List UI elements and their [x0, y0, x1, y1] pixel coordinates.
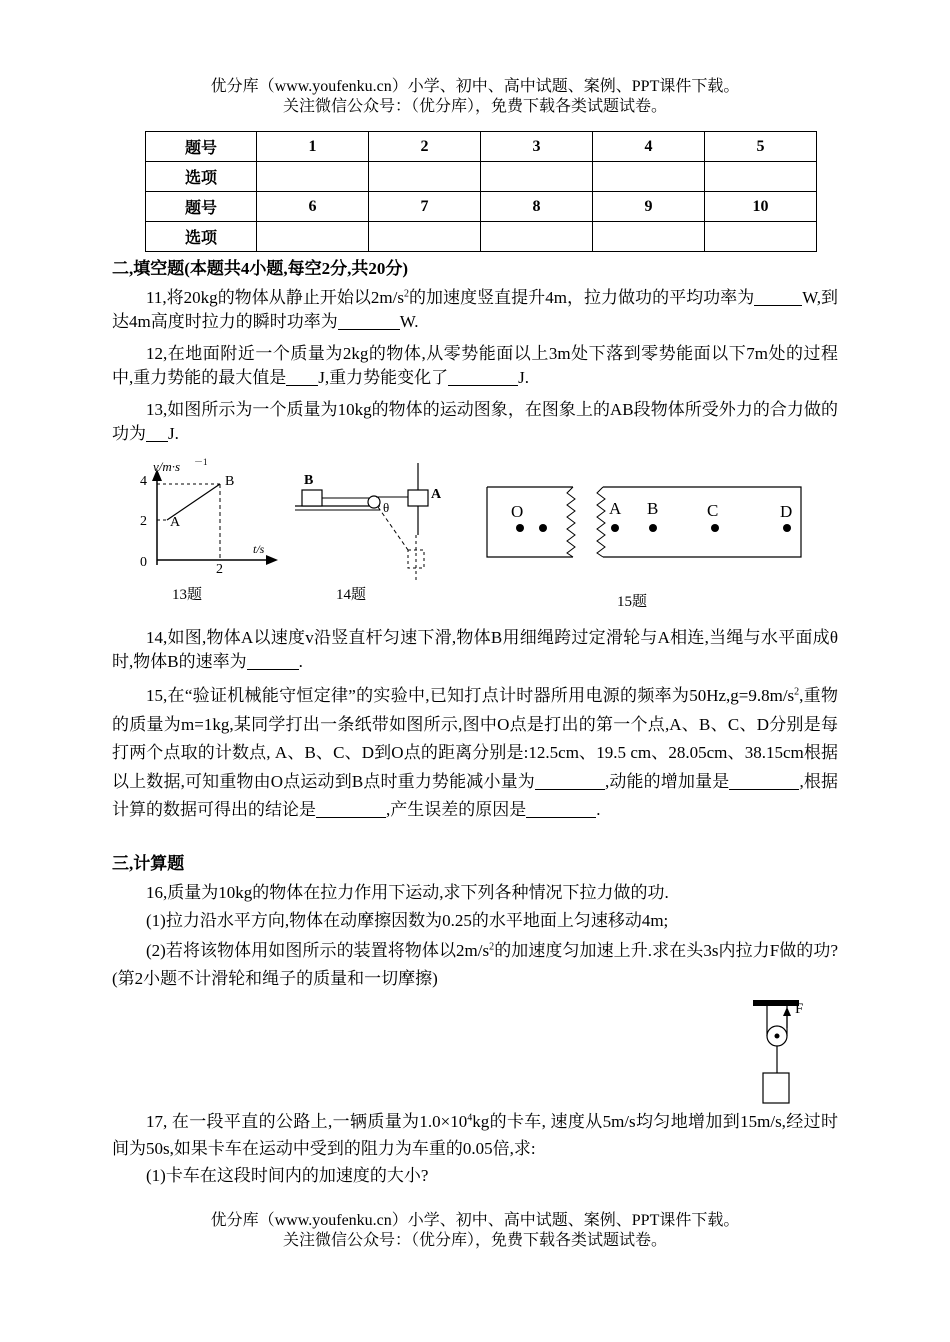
q13-text-b: J. [168, 424, 179, 443]
table-cell-number: 10 [705, 192, 817, 222]
header-line-1: 优分库（www.youfenku.cn）小学、初中、高中试题、案例、PPT课件下载。 [210, 78, 740, 95]
question-14 [112, 626, 838, 674]
figure-16-pulley [745, 998, 825, 1106]
table-cell-label: 选项 [146, 162, 257, 192]
table-cell-number: 4 [593, 132, 705, 162]
q15-text-g: . [596, 800, 601, 819]
q14-text-b: . [298, 652, 303, 671]
answer-blank[interactable] [338, 311, 400, 330]
q15-text-a: 15,在“验证机械能守恒定律”的实验中,已知打点计时器所用电源的频率为50Hz,g=9.8m/s [146, 686, 795, 705]
question-13 [112, 398, 838, 446]
table-row [146, 222, 817, 252]
answer-cell[interactable] [593, 162, 705, 192]
table-cell-number: 3 [481, 132, 593, 162]
fig13-ylabel-exponent: －1 [194, 457, 208, 467]
answer-blank[interactable] [448, 367, 518, 386]
table-cell-number: 5 [705, 132, 817, 162]
q17-superscript: 4 [467, 1112, 473, 1124]
fig15-caption: 15题 [617, 594, 648, 610]
table-cell-label: 选项 [146, 222, 257, 252]
question-15 [112, 682, 838, 825]
q15-text-d: ,动能的增加量是 [604, 771, 730, 791]
question-16-stem: 16,质量为10kg的物体在拉力作用下运动,求下列各种情况下拉力做的功. [146, 883, 669, 902]
fig15-label-b: B [647, 499, 659, 518]
q11-text-a: 11,将20kg的物体从静止开始以2m/s [146, 288, 404, 307]
q12-text-b: J,重力势能变化了 [318, 368, 449, 387]
q15-text-f: ,产生误差的原因是 [386, 800, 527, 819]
table-row [146, 162, 817, 192]
figure-13-graph [130, 455, 290, 580]
answer-blank[interactable] [526, 799, 596, 818]
fig13-ylabel: v/m·s [153, 459, 181, 474]
fig15-label-a: A [609, 499, 622, 518]
header-line-2: 关注微信公众号：（优分库），免费下载各类试题试卷。 [282, 98, 667, 115]
answer-blank[interactable] [247, 651, 299, 670]
q16-text-c1: (2)若将该物体用如图所示的装置将物体以2m/s [146, 941, 490, 960]
table-cell-number: 7 [369, 192, 481, 222]
fig14-label-b: B [304, 473, 314, 488]
fig13-y-tick-2: 2 [140, 514, 147, 529]
footer-line-2: 关注微信公众号：（优分库），免费下载各类试题试卷。 [282, 1232, 667, 1249]
fig14-theta: θ [383, 500, 390, 515]
q17-text-a3: kg的卡车, 速度从5m/s均匀地增加到15m/s,经过时间为50s,如果卡车在运动中受到的阻力为车重的0.05倍,求: [112, 1112, 838, 1158]
table-cell-number: 2 [369, 132, 481, 162]
table-cell-label: 题号 [146, 192, 257, 222]
q11-text-c: 的加速度竖直提升4m，拉力做功的平均功率为 [408, 288, 755, 307]
table-cell-label: 题号 [146, 132, 257, 162]
q17-text-a1: 17, 在一段平直的公路上,一辆质量为1.0×10 [146, 1112, 468, 1131]
question-12 [112, 342, 838, 390]
fig14-caption: 14题 [336, 587, 367, 603]
answer-blank[interactable] [754, 287, 802, 306]
answer-cell[interactable] [481, 222, 593, 252]
answer-table [145, 131, 817, 252]
fig13-origin: 0 [140, 555, 147, 570]
fig16-label-f: F [795, 1001, 804, 1017]
question-17 [112, 1108, 838, 1162]
table-cell-number: 1 [257, 132, 369, 162]
table-cell-number: 8 [481, 192, 593, 222]
q16-superscript: 2 [489, 941, 495, 953]
q11-superscript: 2 [403, 288, 409, 300]
fig15-label-c: C [707, 501, 719, 520]
answer-blank[interactable] [316, 799, 386, 818]
fig15-label-d: D [780, 502, 793, 521]
q12-text-c: J. [518, 368, 529, 387]
fig13-point-a: A [170, 515, 181, 530]
answer-cell[interactable] [481, 162, 593, 192]
answer-cell[interactable] [257, 162, 369, 192]
fig13-y-tick-4: 4 [140, 474, 147, 489]
q15-text-e: ,根据计算的数据可得出的结论是 [112, 771, 838, 819]
answer-blank[interactable] [146, 423, 168, 442]
fig13-x-tick-2: 2 [216, 562, 223, 577]
answer-cell[interactable] [257, 222, 369, 252]
table-cell-number: 9 [593, 192, 705, 222]
figure-15-tape [485, 485, 805, 565]
section-3-title: 三,计算题 [112, 854, 185, 873]
answer-cell[interactable] [369, 222, 481, 252]
table-cell-number: 6 [257, 192, 369, 222]
table-row [146, 192, 817, 222]
figure-14-pulley [290, 460, 460, 585]
answer-blank[interactable] [729, 771, 799, 790]
q12-text-a: 12,在地面附近一个质量为2kg的物体,从零势能面以上3m处下落到零势能面以下7m处的过程中,重力势能的最大值是 [112, 344, 838, 387]
section-2-title: 二,填空题(本题共4小题,每空2分,共20分) [112, 259, 409, 278]
answer-cell[interactable] [705, 162, 817, 192]
q11-text-d: W,到达4m高度时拉力的瞬时功率为 [112, 288, 838, 331]
question-11 [112, 286, 838, 334]
answer-cell[interactable] [593, 222, 705, 252]
question-17-part-1: (1)卡车在这段时间内的加速度的大小? [146, 1166, 429, 1185]
table-row [146, 132, 817, 162]
fig13-xlabel: t/s [253, 542, 265, 556]
q15-superscript: 2 [794, 686, 800, 698]
question-16-part-2 [112, 937, 838, 993]
fig13-point-b: B [225, 474, 235, 489]
q13-text-a: 13,如图所示为一个质量为10kg的物体的运动图象，在图象上的AB段物体所受外力的合力做的功为 [112, 400, 838, 443]
answer-blank[interactable] [535, 771, 605, 790]
q16-text-c3: 的加速度匀加速上升.求在头3s内拉力F做的功?(第2小题不计滑轮和绳子的质量和一切摩擦) [112, 941, 838, 988]
footer-line-1: 优分库（www.youfenku.cn）小学、初中、高中试题、案例、PPT课件下载。 [210, 1212, 740, 1229]
fig14-label-a: A [431, 487, 442, 502]
q14-text-a: 14,如图,物体A以速度v沿竖直杆匀速下滑,物体B用细绳跨过定滑轮与A相连,当绳与水平面成θ时,物体B的速率为 [112, 628, 838, 671]
question-16-part-1: (1)拉力沿水平方向,物体在动摩擦因数为0.25的水平地面上匀速移动4m; [146, 911, 669, 930]
q15-text-c: ,重物的质量为m=1kg,某同学打出一条纸带如图所示,图中O点是打出的第一个点,A、B、C、D分别是每打两个点取的计数点, A、B、C、D到O点的距离分别是:12.5cm、19.5 cm、28.05cm、38.15cm根据以上数据,可知重物由O点运动到B点时重力势能减小量为 [112, 686, 839, 791]
fig15-label-o: O [511, 502, 524, 521]
fig13-caption: 13题 [172, 587, 203, 603]
answer-cell[interactable] [369, 162, 481, 192]
q11-text-e: W. [399, 312, 419, 331]
answer-blank[interactable] [286, 367, 318, 386]
answer-cell[interactable] [705, 222, 817, 252]
